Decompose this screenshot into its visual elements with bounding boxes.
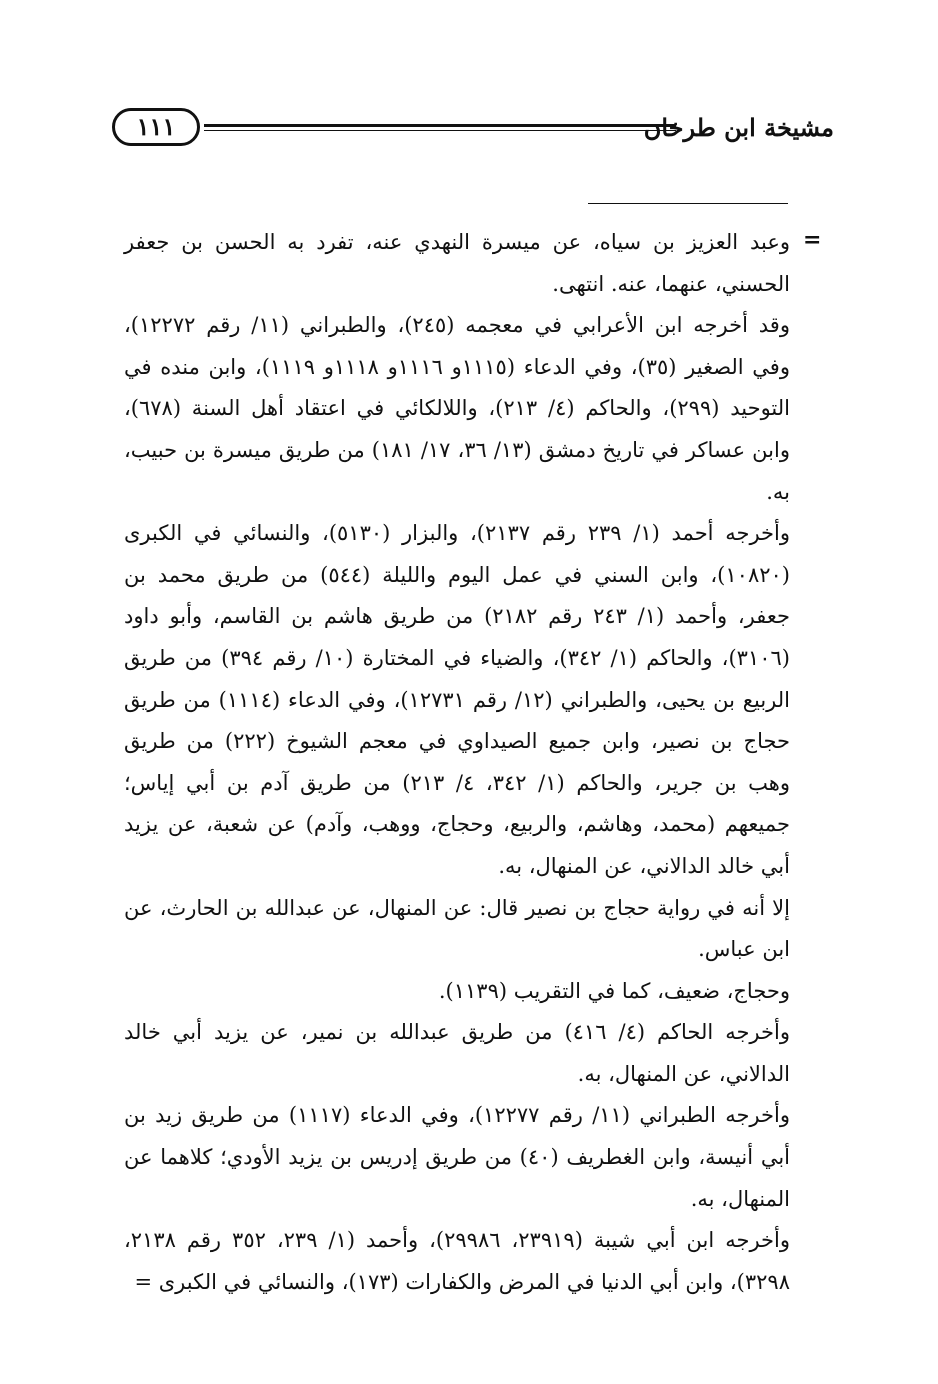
paragraph-1: وعبد العزيز بن سياه، عن ميسرة النهدي عنه، تفرد به الحسن بن جعفر الحسني، عنهما، عنه. انتهى. [124, 230, 790, 296]
header-rule [204, 124, 676, 131]
paragraph-4: إلا أنه في رواية حجاج بن نصير قال: عن المنهال، عن عبدالله بن الحارث، عن ابن عباس. [124, 895, 790, 962]
paragraph-5: وحجاج، ضعيف، كما في التقريب (١١٣٩). [438, 978, 790, 1003]
paragraph-3: وأخرجه أحمد (١/ ٢٣٩ رقم ٢١٣٧)، والبزار (٥١٣٠)، والنسائي في الكبرى (١٠٨٢٠)، وابن السني في عمل اليوم والليلة (٥٤٤) من طريق محمد بن جعفر، وأحمد (١/ ٢٤٣ رقم ٢١٨٢) من طريق هاشم بن القاسم، وأبو داود (٣١٠٦)، والحاكم (١/ ٣٤٢)، والضياء في المختارة (١٠/ رقم ٣٩٤) من طريق الربيع بن يحيى، والطبراني (١٢/ رقم ١٢٧٣١)، وفي الدعاء (١١١٤) من طريق حجاج بن نصير، وابن جميع الصيداوي في معجم الشيوخ (٢٢٢) من طريق وهب بن جرير، والحاكم (١/ ٣٤٢، ٤/ ٢١٣) من طريق آدم بن أبي إياس؛ جميعهم (محمد، وهاشم، والربيع، وحجاج، ووهب، وآدم) عن شعبة، عن يزيد أبي خالد الدالاني، عن المنهال، به. [124, 521, 791, 878]
page-header [112, 108, 834, 152]
running-title: مشيخة ابن طرخان [643, 113, 834, 142]
paragraph-2: وقد أخرجه ابن الأعرابي في معجمه (٢٤٥)، والطبراني (١١/ رقم ١٢٢٧٢)، وفي الصغير (٣٥)، وفي الدعاء (١١١٥و ١١١٦و ١١١٨و ١١١٩)، وابن منده في التوحيد (٢٩٩)، والحاكم (٤/ ٢١٣)، واللالكائي في اعتقاد أهل السنة (٦٧٨)، وابن عساكر في تاريخ دمشق (١٣/ ٣٦، ١٧/ ١٨١) من طريق ميسرة بن حبيب، به. [124, 313, 790, 504]
footnote-body [124, 222, 790, 1303]
paragraph-6: وأخرجه الحاكم (٤/ ٤١٦) من طريق عبدالله بن نمير، عن يزيد أبي خالد الدالاني، عن المنهال، به. [124, 1020, 790, 1086]
paragraph-7: وأخرجه الطبراني (١١/ رقم ١٢٢٧٧)، وفي الدعاء (١١١٧) من طريق زيد بن أبي أنيسة، وابن الغطريف (٤٠) من طريق إدريس بن يزيد الأودي؛ كلاهما عن المنهال، به. [124, 1103, 791, 1211]
paragraph-8: وأخرجه ابن أبي شيبة (٢٣٩١٩، ٢٩٩٨٦)، وأحمد (١/ ٢٣٩، ٣٥٢ رقم ٢١٣٨، ٣٢٩٨)، وابن أبي الدنيا في المرض والكفارات (١٧٣)، والنسائي في الكبرى = [124, 1228, 790, 1294]
page-number: ١١١ [112, 108, 200, 146]
continuation-mark: = [803, 227, 822, 253]
footnote-separator [588, 203, 788, 204]
